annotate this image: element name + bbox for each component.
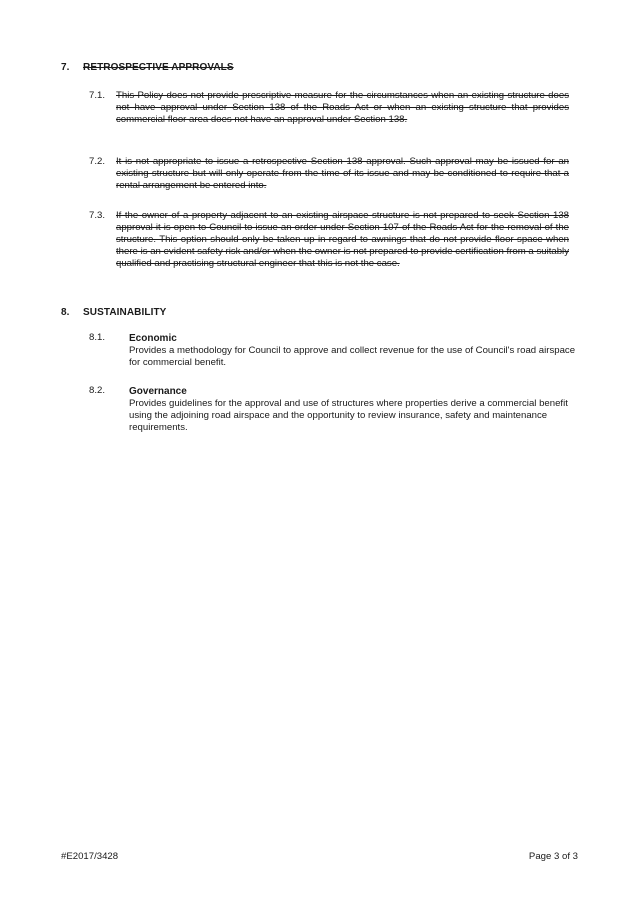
item-heading: Economic [129,333,177,344]
item-text: It is not appropriate to issue a retrospective Section 138 approval. Such approval may be issued for an existing structure but will only operate from the time of its issue and may be conditioned to require that a rental arrangement be entered into. [116,156,569,191]
list-item [89,332,579,369]
item-text: This Policy does not provide prescriptive measure for the circumstances when an existing structure does not have approval under Section 138 of the Roads Act or when an existing structure that provides commercial floor area does not have an approval under Section 138. [116,90,569,125]
page-number: Page 3 of 3 [528,851,578,862]
document-reference: #E2017/3428 [61,851,119,862]
list-item [89,156,569,192]
section-7-heading [61,62,234,73]
item-heading: Governance [129,386,187,397]
list-item [89,90,569,126]
section-8-heading [61,307,166,318]
section-title: SUSTAINABILITY [83,307,167,318]
item-text: Provides guidelines for the approval and use of structures where properties derive a commercial benefit using the adjoining road airspace and the opportunity to review insurance, safety and maintenance requirements. [129,398,568,433]
item-text: Provides a methodology for Council to approve and collect revenue for the use of Council's road airspace for commercial benefit. [129,345,576,368]
item-number: 7.2. [89,156,106,167]
item-number: 7.1. [89,90,106,101]
item-text: If the owner of a property adjacent to an existing airspace structure is not prepared to seek Section 138 approval it is open to Council to issue an order under Section 107 of the Roads Act for the removal of the structure. This option should only be taken up in regard to awnings that do not provide floor space when there is an evident safety risk and/or when the owner is not prepared to provide certification from a suitably qualified and practising structural engineer that this is not the case. [116,210,569,269]
list-item [89,385,579,434]
section-number: 8. [61,307,70,318]
section-number: 7. [61,62,70,73]
item-number: 8.1. [89,332,106,343]
item-number: 8.2. [89,385,106,396]
section-title: RETROSPECTIVE APPROVALS [83,62,234,73]
list-item [89,210,569,270]
item-number: 7.3. [89,210,106,221]
